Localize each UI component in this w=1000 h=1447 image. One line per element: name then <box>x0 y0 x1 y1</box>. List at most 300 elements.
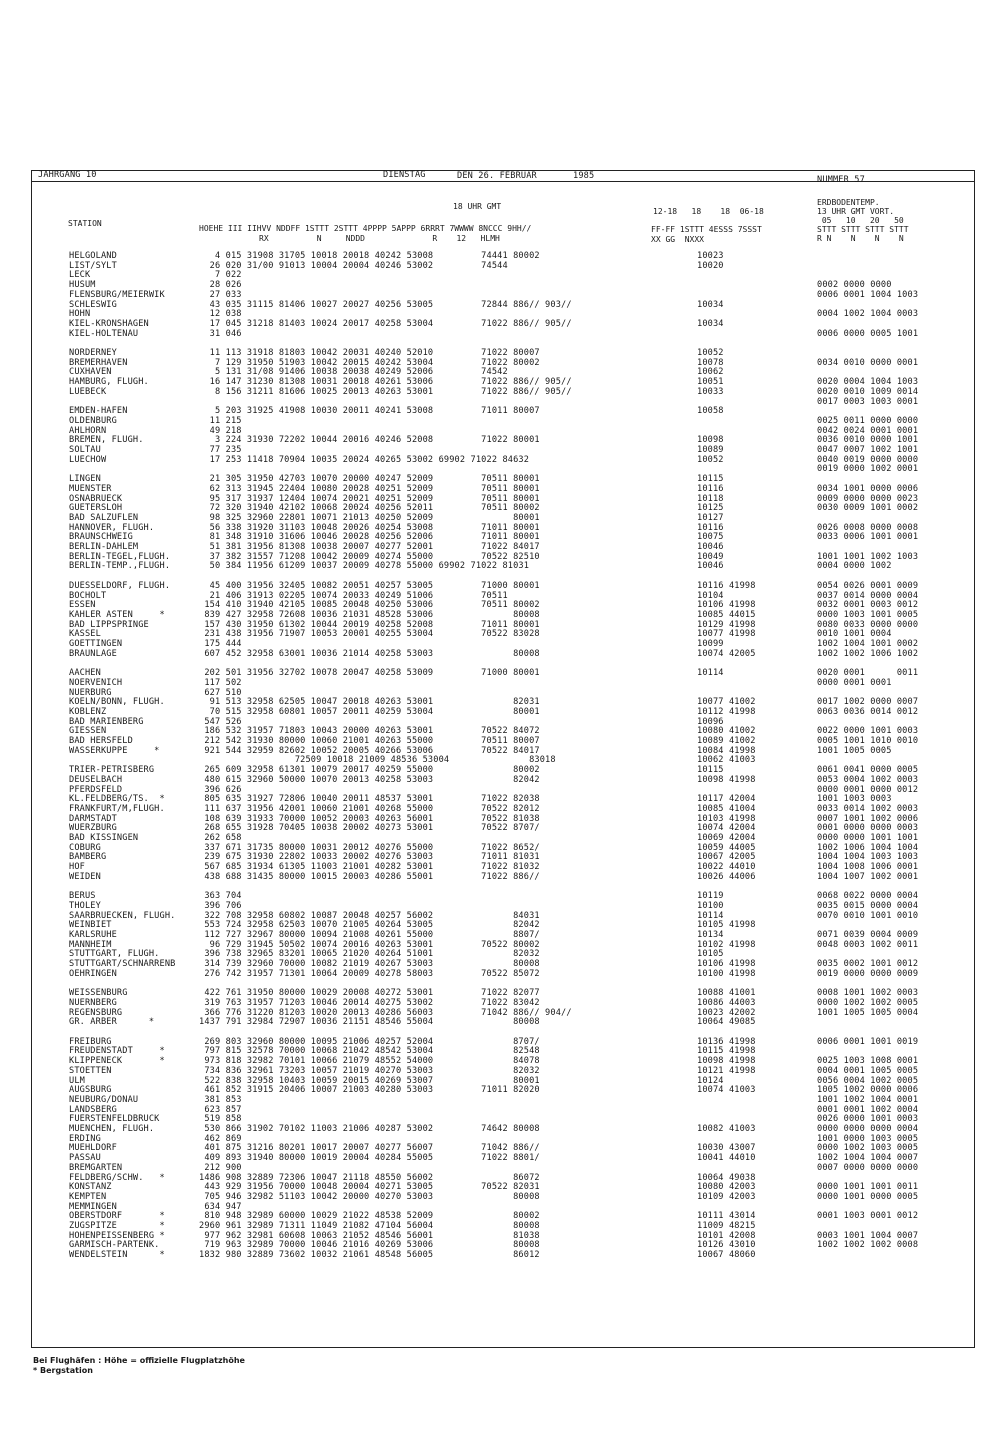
station-name: OEHRINGEN <box>69 968 117 979</box>
max-min-values: 10049 <box>697 551 724 562</box>
max-min-values: 10062 <box>697 367 724 378</box>
max-min-values: 10062 41003 <box>697 755 756 766</box>
soil-temperatures: 0017 1002 0000 0007 <box>817 697 919 708</box>
station-name: MUENCHEN, FLUGH. <box>69 1124 155 1134</box>
main-values: 2960 961 32989 71311 11049 21082 47104 56004 80008 <box>199 1221 540 1231</box>
main-values: 337 671 31735 80000 10031 20012 40276 55000 71022 8652/ <box>199 842 540 853</box>
max-min-values: 10115 41998 <box>697 1046 756 1057</box>
station-name: HELGOLAND <box>69 251 117 261</box>
soil-temperatures: 0080 0033 0000 0000 <box>817 619 919 630</box>
main-values: 175 444 <box>199 639 242 649</box>
soil-temp-title: ERDBODENTEMP. <box>817 198 880 207</box>
max-min-values: 10098 <box>697 435 724 446</box>
soil-temperatures: 1001 1002 1004 0001 <box>817 1094 919 1105</box>
main-values: 62 313 31945 22404 10080 20028 40251 52009 70511 80001 <box>199 483 540 494</box>
station-name: BERLIN-DAHLEM <box>69 542 139 552</box>
max-min-values: 10064 49085 <box>697 1017 756 1028</box>
max-min-values: 10020 <box>697 260 724 271</box>
soil-temperatures: 0068 0022 0000 0004 <box>817 891 919 902</box>
main-values: 519 858 <box>199 1114 242 1125</box>
main-values: 3 224 31930 72202 10044 20016 40246 52008 71022 80001 <box>199 435 540 446</box>
soil-temperatures: 0010 1001 0004 <box>817 629 892 640</box>
soil-temperatures: 1002 1004 1004 0007 <box>817 1153 919 1164</box>
soil-temperatures: 0047 0007 1002 1001 <box>817 445 919 455</box>
soil-temperatures: 0000 1003 1001 0005 <box>817 609 919 620</box>
max-min-values: 10067 42005 <box>697 852 756 863</box>
soil-temperatures: 0036 0010 0000 1001 <box>817 435 919 446</box>
max-min-values: 10104 <box>697 590 724 601</box>
main-values: 480 615 32960 50000 10070 20013 40258 53003 82042 <box>199 774 540 785</box>
main-values: 530 866 31902 70102 11003 21006 40287 53002 74642 80008 <box>199 1124 540 1134</box>
station-name: KOELN/BONN, FLUGH. <box>69 697 165 708</box>
main-values: 157 430 31950 61302 10044 20019 40258 52008 71011 80001 <box>199 619 540 630</box>
year: 1985 <box>573 171 595 181</box>
main-values: 56 338 31920 31103 10048 20026 40254 53008 71011 80001 <box>199 522 540 533</box>
soil-temperatures: 0020 0001 0011 <box>817 668 919 679</box>
station-name: MUEHLDORF <box>69 1143 117 1154</box>
main-values: 12 038 <box>199 309 242 320</box>
soil-temp-depths: 05 10 20 50 <box>817 216 904 225</box>
soil-temperatures: 0019 0000 1002 0001 <box>817 464 919 475</box>
soil-temperatures: 0002 0000 0000 <box>817 280 892 291</box>
station-name: WASSERKUPPE * <box>69 745 160 756</box>
station-name: BREMERHAVEN <box>69 357 128 368</box>
station-name: EMDEN-HAFEN <box>69 406 128 417</box>
station-name: COBURG <box>69 842 101 853</box>
main-columns-header: HOEHE III IIHVV NDDFF 1STTT 2STTT 4PPPP 5APPP 6RRRT 7WWWW 8NCCC 9HH// <box>199 224 532 233</box>
station-name: NOERVENICH <box>69 677 123 688</box>
station-name: WEISSENBURG <box>69 988 128 999</box>
max-min-values: 10089 <box>697 445 724 455</box>
station-name: BAMBERG <box>69 852 107 863</box>
max-min-values: 10098 41998 <box>697 774 756 785</box>
station-name: STOETTEN <box>69 1065 112 1076</box>
max-min-values: 10022 44010 <box>697 862 756 873</box>
main-values: 627 510 <box>199 687 242 698</box>
max-min-values: 10033 <box>697 386 724 397</box>
station-name: SOLTAU <box>69 445 101 455</box>
station-name: PFERDSFELD <box>69 784 123 795</box>
station-name: KIEL-KRONSHAGEN <box>69 318 149 329</box>
max-min-values: 10098 41998 <box>697 1056 756 1067</box>
soil-temperatures: 0032 0001 0003 0012 <box>817 600 919 611</box>
soil-temperatures: 0000 0000 0000 0004 <box>817 1124 919 1134</box>
station-name: LUEBECK <box>69 386 107 397</box>
main-values: 112 727 32967 80000 10094 21008 40261 55000 8807/ <box>199 930 540 940</box>
jahrgang: JAHRGANG 10 <box>38 170 97 180</box>
station-name: BAD SALZUFLEN <box>69 512 139 523</box>
soil-temperatures: 0048 0003 1002 0011 <box>817 939 919 950</box>
soil-temperatures: 0000 1001 1001 0011 <box>817 1182 919 1193</box>
main-values: 363 704 <box>199 891 242 902</box>
main-values: 8 156 31211 81606 10025 20013 40263 53001 71022 886// 905// <box>199 386 572 397</box>
soil-temperatures: 0004 1002 1004 0003 <box>817 309 919 320</box>
main-values: 49 218 <box>199 425 242 436</box>
main-values: 553 724 32958 62503 10070 21005 40264 53005 82042 <box>199 920 540 931</box>
main-values: 396 626 <box>199 784 242 795</box>
station-name: BAD HERSFELD <box>69 736 133 746</box>
station-name: MUENSTER <box>69 483 112 494</box>
soil-temperatures: 0000 1002 1003 0005 <box>817 1143 919 1154</box>
right-columns-header-2: FF-FF 1STTT 4ESSS 7SSST <box>651 225 762 234</box>
main-values: 547 526 <box>199 716 242 727</box>
main-values: 239 675 31930 22802 10033 20002 40276 53003 71011 81031 <box>199 852 540 863</box>
soil-temperatures: 0035 0015 0000 0004 <box>817 900 919 911</box>
soil-temperatures: 0020 0004 1004 1003 <box>817 377 919 388</box>
main-values: 634 947 <box>199 1201 242 1212</box>
station-name: LUECHOW <box>69 454 107 465</box>
soil-temperatures: 1002 1006 1004 1004 <box>817 842 919 853</box>
station-name: ERDING <box>69 1133 101 1144</box>
station-name: BAD MARIENBERG <box>69 716 144 727</box>
max-min-values: 10101 42008 <box>697 1230 756 1241</box>
soil-temperatures: 0034 0010 0000 0001 <box>817 357 919 368</box>
station-name: DEUSELBACH <box>69 774 123 785</box>
station-name: KL.FELDBERG/TS. * <box>69 794 165 805</box>
soil-temperatures: 1001 1005 0005 <box>817 745 892 756</box>
main-values: 443 929 31956 70000 10048 20004 40271 53005 70522 82031 <box>199 1182 540 1193</box>
max-min-values: 10105 <box>697 949 724 960</box>
weekday: DIENSTAG <box>383 170 426 180</box>
max-min-values: 10102 41998 <box>697 939 756 950</box>
station-name: LANDSBERG <box>69 1104 117 1115</box>
station-name: KARLSRUHE <box>69 930 117 940</box>
main-values: 231 438 31956 71907 10053 20001 40255 53004 70522 83028 <box>199 629 540 640</box>
soil-temperatures: 0001 0000 0000 0003 <box>817 823 919 834</box>
station-name: OLDENBURG <box>69 415 117 426</box>
station-name: OSNABRUECK <box>69 493 123 504</box>
main-values: 77 235 <box>199 445 242 455</box>
station-name: BRAUNSCHWEIG <box>69 532 133 543</box>
max-min-values: 10052 <box>697 348 724 358</box>
soil-temperatures: 0040 0019 0000 0000 <box>817 454 919 465</box>
station-name: BOCHOLT <box>69 590 107 601</box>
max-min-values: 10136 41998 <box>697 1036 756 1047</box>
soil-temperatures: 1004 1008 1006 0001 <box>817 862 919 873</box>
main-values: 314 739 32960 70000 10082 21019 40267 53003 80008 <box>199 959 540 970</box>
main-values: 381 853 <box>199 1094 242 1105</box>
soil-temperatures: 1001 1005 1005 0004 <box>817 1007 919 1018</box>
soil-temperatures: 0001 0001 1002 0004 <box>817 1104 919 1115</box>
soil-temperatures: 0070 0010 1001 0010 <box>817 910 919 921</box>
max-min-values: 10115 <box>697 474 724 485</box>
main-values: 1437 791 32984 72907 10036 21151 48546 55004 80008 <box>199 1017 540 1028</box>
issue-number: NUMMER 57 <box>817 175 865 185</box>
main-values: 51 381 31956 81308 10038 20007 40277 52001 71022 84017 <box>199 542 540 552</box>
max-min-values: 10115 <box>697 765 724 776</box>
max-min-values: 10051 <box>697 377 724 388</box>
station-name: BERLIN-TEGEL,FLUGH. <box>69 551 171 562</box>
station-name: KONSTANZ <box>69 1182 112 1193</box>
max-min-values: 10116 41998 <box>697 580 756 591</box>
max-min-values: 10034 <box>697 318 724 329</box>
main-values: 21 305 31950 42703 10070 20000 40247 52009 70511 80001 <box>199 474 540 485</box>
station-name: WEIDEN <box>69 871 101 882</box>
station-name: NORDERNEY <box>69 348 117 358</box>
main-values: 5 131 31/08 91406 10038 20038 40249 52006 74542 <box>199 367 508 378</box>
max-min-values: 10069 42004 <box>697 833 756 843</box>
main-values: 70 515 32958 60801 10057 20011 40259 53004 80001 <box>199 706 540 717</box>
main-values: 973 818 32982 70101 10066 21079 48552 54000 84078 <box>199 1056 540 1067</box>
main-values: 422 761 31950 80000 10029 20008 40272 53001 71022 82077 <box>199 988 540 999</box>
max-min-values: 10064 49038 <box>697 1172 756 1183</box>
main-values: 212 900 <box>199 1162 242 1173</box>
max-min-values: 10085 41004 <box>697 803 756 814</box>
max-min-values: 10046 <box>697 561 724 572</box>
main-values: 607 452 32958 63001 10036 21014 40258 53003 80008 <box>199 648 540 659</box>
main-values: 262 658 <box>199 833 242 843</box>
station-name: HOF <box>69 862 85 873</box>
max-min-values: 10096 <box>697 716 724 727</box>
main-values: 154 410 31940 42105 10085 20048 40250 53006 70511 80002 <box>199 600 540 611</box>
main-values: 212 542 31930 80000 10060 21001 40263 55000 70511 80007 <box>199 736 540 746</box>
soil-temperatures: 0033 0006 1001 0001 <box>817 532 919 543</box>
main-values: 396 738 32965 83201 10065 21020 40264 51001 82032 <box>199 949 540 960</box>
station-name: PASSAU <box>69 1153 101 1164</box>
soil-temperatures: 0006 0000 0005 1001 <box>817 328 919 339</box>
main-values: 26 020 31/00 91013 10004 20004 40246 53002 74544 <box>199 260 508 271</box>
max-min-values: 10074 42005 <box>697 648 756 659</box>
soil-temperatures: 0034 1001 0000 0006 <box>817 483 919 494</box>
station-name: GUETERSLOH <box>69 503 123 514</box>
soil-temperatures: 0026 0000 1001 0003 <box>817 1114 919 1125</box>
soil-temperatures: 0071 0039 0004 0009 <box>817 930 919 940</box>
max-min-values: 10119 <box>697 891 724 902</box>
main-values: 7 129 31950 51903 10042 20015 40242 53004 71022 80002 <box>199 357 540 368</box>
soil-temperatures: 0054 0026 0001 0009 <box>817 580 919 591</box>
station-name: HAMBURG, FLUGH. <box>69 377 149 388</box>
max-min-values: 10121 41998 <box>697 1065 756 1076</box>
soil-temp-time: 13 UHR GMT VORT. <box>817 207 895 216</box>
main-values: 734 836 32961 73203 10057 21019 40270 53003 82032 <box>199 1065 540 1076</box>
max-min-values: 10074 41003 <box>697 1085 756 1096</box>
soil-temperatures: 0009 0000 0000 0023 <box>817 493 919 504</box>
station-name: AACHEN <box>69 668 101 679</box>
soil-temperatures: 0042 0024 0001 0001 <box>817 425 919 436</box>
max-min-values: 10127 <box>697 512 724 523</box>
soil-temperatures: 1005 1002 0000 0006 <box>817 1085 919 1096</box>
soil-temperatures: 0022 0000 1001 0003 <box>817 726 919 737</box>
soil-temperatures: 0000 0000 1001 1001 <box>817 833 919 843</box>
main-values: 322 708 32958 60802 10087 20048 40257 56002 84031 <box>199 910 540 921</box>
main-values: 705 946 32982 51103 10042 20000 40270 53003 80008 <box>199 1191 540 1202</box>
max-min-values: 10114 <box>697 910 724 921</box>
max-min-values: 10074 42004 <box>697 823 756 834</box>
main-values: 269 803 32960 80000 10095 21006 40257 52004 8707/ <box>199 1036 540 1047</box>
station-name: LECK <box>69 270 91 281</box>
max-min-values: 10109 42003 <box>697 1191 756 1202</box>
soil-temperatures: 0008 1001 1002 0003 <box>817 988 919 999</box>
soil-temperatures: 1002 1004 1001 0002 <box>817 639 919 649</box>
main-values: 522 838 32958 10403 10059 20015 40269 53007 80001 <box>199 1075 540 1086</box>
main-values: 719 963 32989 70000 10046 21016 40269 53006 80008 <box>199 1240 540 1251</box>
station-name: AHLHORN <box>69 425 107 436</box>
station-name: BAD LIPPSPRINGE <box>69 619 149 630</box>
max-min-values: 10134 <box>697 930 724 940</box>
station-name: ULM <box>69 1075 85 1086</box>
soil-temperatures: 0004 0001 1005 0005 <box>817 1065 919 1076</box>
soil-temp-flags: R N N N N <box>817 234 904 243</box>
max-min-values: 11009 48215 <box>697 1221 756 1231</box>
station-name: DUESSELDORF, FLUGH. <box>69 580 171 591</box>
station-name: KOBLENZ <box>69 706 107 717</box>
main-values: 96 729 31945 50502 10074 20016 40263 53001 70522 80002 <box>199 939 540 950</box>
main-values: 37 382 31557 71208 10042 20009 40274 55000 70522 82510 <box>199 551 540 562</box>
max-min-values: 10089 41002 <box>697 736 756 746</box>
soil-temperatures: 0053 0004 1002 0003 <box>817 774 919 785</box>
main-values: 810 948 32989 60000 10029 21022 48538 52009 80002 <box>199 1211 540 1222</box>
soil-temperatures: 0037 0014 0000 0004 <box>817 590 919 601</box>
soil-temperatures: 0000 0001 0000 0012 <box>817 784 919 795</box>
soil-temperatures: 0017 0003 1003 0001 <box>817 396 919 407</box>
station-name: KAHLER ASTEN * <box>69 609 165 620</box>
max-min-values: 10080 42003 <box>697 1182 756 1193</box>
station-name: AUGSBURG <box>69 1085 112 1096</box>
main-values: 17 253 11418 70904 10035 20024 40265 53002 69902 71022 84632 <box>199 454 530 465</box>
max-min-values: 10086 44003 <box>697 997 756 1008</box>
station-name: REGENSBURG <box>69 1007 123 1018</box>
soil-temperatures: 0061 0041 0000 0005 <box>817 765 919 776</box>
station-name: SAARBRUECKEN, FLUGH. <box>69 910 176 921</box>
max-min-values: 10030 43007 <box>697 1143 756 1154</box>
station-name: FUERSTENFELDBRUCK <box>69 1114 160 1125</box>
station-name: FRANKFURT/M,FLUGH. <box>69 803 165 814</box>
main-values: 91 513 32958 62505 10047 20018 40263 53001 82031 <box>199 697 540 708</box>
main-values: 81 348 31910 31606 10046 20028 40256 52006 71011 80001 <box>199 532 540 543</box>
max-min-values: 10088 41001 <box>697 988 756 999</box>
soil-temperatures: 0056 0004 1002 0005 <box>817 1075 919 1086</box>
main-values: 5 203 31925 41908 10030 20011 40241 53008 71011 80007 <box>199 406 540 417</box>
obs-time-header: 18 UHR GMT <box>453 202 502 211</box>
max-min-values: 10023 42002 <box>697 1007 756 1018</box>
station-name: KEMPTEN <box>69 1191 107 1202</box>
soil-temperatures: 0000 1002 1002 0005 <box>817 997 919 1008</box>
main-values: 72 320 31940 42102 10068 20024 40256 52011 70511 80002 <box>199 503 540 514</box>
main-values: 268 655 31928 70405 10038 20002 40273 53001 70522 8707/ <box>199 823 540 834</box>
footnote-airports: Bei Flughäfen : Höhe = offizielle Flugplatzhöhe <box>33 1356 245 1365</box>
station-name: GIESSEN <box>69 726 107 737</box>
max-min-values: 10125 <box>697 503 724 514</box>
station-name: BERUS <box>69 891 96 902</box>
main-values: 43 035 31115 81406 10027 20027 40256 53005 72844 886// 903// <box>199 299 572 310</box>
station-name: WEINBIET <box>69 920 112 931</box>
station-name: BAD KISSINGEN <box>69 833 139 843</box>
station-name: FLENSBURG/MEIERWIK <box>69 289 165 300</box>
station-header: STATION <box>68 219 102 228</box>
main-values: 17 045 31218 81403 10024 20017 40258 53004 71022 886// 905// <box>199 318 572 329</box>
max-min-values: 10106 41998 <box>697 959 756 970</box>
max-min-values: 10103 41998 <box>697 813 756 824</box>
station-name: ZUGSPITZE * <box>69 1221 165 1231</box>
soil-temperatures: 0007 0000 0000 0000 <box>817 1162 919 1173</box>
station-name: STUTTGART/SCHNARRENB <box>69 959 176 970</box>
soil-temperatures: 0026 0008 0000 0008 <box>817 522 919 533</box>
main-values: 401 875 31216 80201 10017 20007 40277 56007 71042 886// <box>199 1143 540 1154</box>
station-name: BRAUNLAGE <box>69 648 117 659</box>
max-min-values: 10046 <box>697 542 724 552</box>
main-values: 396 706 <box>199 900 242 911</box>
max-min-values: 10105 41998 <box>697 920 756 931</box>
max-min-values: 10084 41998 <box>697 745 756 756</box>
footnote-mountain: * Bergstation <box>33 1366 93 1375</box>
main-values: 805 635 31927 72806 10040 20011 48537 53001 71022 82038 <box>199 794 540 805</box>
main-values: 623 857 <box>199 1104 242 1115</box>
max-min-values: 10058 <box>697 406 724 417</box>
max-min-values: 10106 41998 <box>697 600 756 611</box>
main-values: 45 400 31956 32405 10082 20051 40257 53005 71000 80001 <box>199 580 540 591</box>
main-values: 11 215 <box>199 415 242 426</box>
main-values: 50 384 11956 61209 10037 20009 40278 55000 69902 71022 81031 <box>199 561 530 572</box>
max-min-values: 10023 <box>697 251 724 261</box>
main-values: 28 026 <box>199 280 242 291</box>
station-name: MANNHEIM <box>69 939 112 950</box>
max-min-values: 10067 48060 <box>697 1250 756 1261</box>
main-values: 265 609 32958 61301 10079 20017 40259 55000 80002 <box>199 765 540 776</box>
main-values: 108 639 31933 70000 10052 20003 40263 56001 70522 81038 <box>199 813 540 824</box>
max-min-values: 10100 41998 <box>697 968 756 979</box>
station-name: NUERBURG <box>69 687 112 698</box>
soil-temperatures: 0025 1003 1008 0001 <box>817 1056 919 1067</box>
station-name: BREMEN, FLUGH. <box>69 435 144 446</box>
soil-temperatures: 1004 1007 1002 0001 <box>817 871 919 882</box>
main-values: 366 776 31220 81203 10020 20013 40286 56003 71042 886// 904// <box>199 1007 572 1018</box>
max-min-values: 10100 <box>697 900 724 911</box>
station-name: GR. ARBER * <box>69 1017 155 1028</box>
station-name: GARMISCH-PARTENK. <box>69 1240 160 1251</box>
main-values: 202 501 31956 32702 10078 20047 40258 53009 71000 80001 <box>199 668 540 679</box>
max-min-values: 10129 41998 <box>697 619 756 630</box>
main-values: 461 852 31915 20406 10007 21003 40280 53003 71011 82020 <box>199 1085 540 1096</box>
max-min-values: 10077 41998 <box>697 629 756 640</box>
station-name: FREUDENSTADT * <box>69 1046 165 1057</box>
main-values: 797 815 32578 70000 10068 21042 48542 53004 82548 <box>199 1046 540 1057</box>
station-name: HOHN <box>69 309 91 320</box>
max-min-values: 10052 <box>697 454 724 465</box>
main-values: 31 046 <box>199 328 242 339</box>
main-values: 21 406 31913 02205 10074 20033 40249 51006 70511 <box>199 590 508 601</box>
station-name: WENDELSTEIN * <box>69 1250 165 1261</box>
station-name: CUXHAVEN <box>69 367 112 378</box>
station-name: HOHENPEISSENBERG * <box>69 1230 165 1241</box>
main-values: 438 688 31435 80000 10015 20003 40286 55001 71022 886// <box>199 871 540 882</box>
max-min-values: 10082 41003 <box>697 1124 756 1134</box>
soil-temperatures: 0033 0014 1002 0003 <box>817 803 919 814</box>
max-min-values: 10041 44010 <box>697 1153 756 1164</box>
main-values: 1486 908 32889 72306 10047 21118 48550 56002 86072 <box>199 1172 540 1183</box>
station-name: DARMSTADT <box>69 813 117 824</box>
soil-temperatures: 0001 1003 0001 0012 <box>817 1211 919 1222</box>
main-values: 27 033 <box>199 289 242 300</box>
soil-temperatures: 1002 1002 1002 0008 <box>817 1240 919 1251</box>
max-min-values: 10126 43010 <box>697 1240 756 1251</box>
max-min-values: 10124 <box>697 1075 724 1086</box>
max-min-values: 10026 44006 <box>697 871 756 882</box>
station-name: MEMMINGEN <box>69 1201 117 1212</box>
station-name: BREMGARTEN <box>69 1162 123 1173</box>
right-columns-header-3: XX GG NXXX <box>651 235 704 244</box>
station-name: OBERSTDORF * <box>69 1211 165 1222</box>
soil-temperatures: 1001 1003 0003 <box>817 794 892 805</box>
main-columns-subheader: RX N NDDD R 12 HLMH <box>259 234 500 243</box>
main-values: 72509 10018 21009 48536 53004 83018 <box>199 755 556 766</box>
right-columns-header-1: 12-18 18 18 06-18 <box>653 207 764 216</box>
station-name: HANNOVER, FLUGH. <box>69 522 155 533</box>
main-values: 95 317 31937 12404 10074 20021 40251 52009 70511 80001 <box>199 493 540 504</box>
max-min-values: 10077 41002 <box>697 697 756 708</box>
soil-temperatures: 0020 0010 1009 0014 <box>817 386 919 397</box>
main-values: 921 544 32959 82602 10052 20005 40266 53006 70522 84017 <box>199 745 540 756</box>
max-min-values: 10059 44005 <box>697 842 756 853</box>
